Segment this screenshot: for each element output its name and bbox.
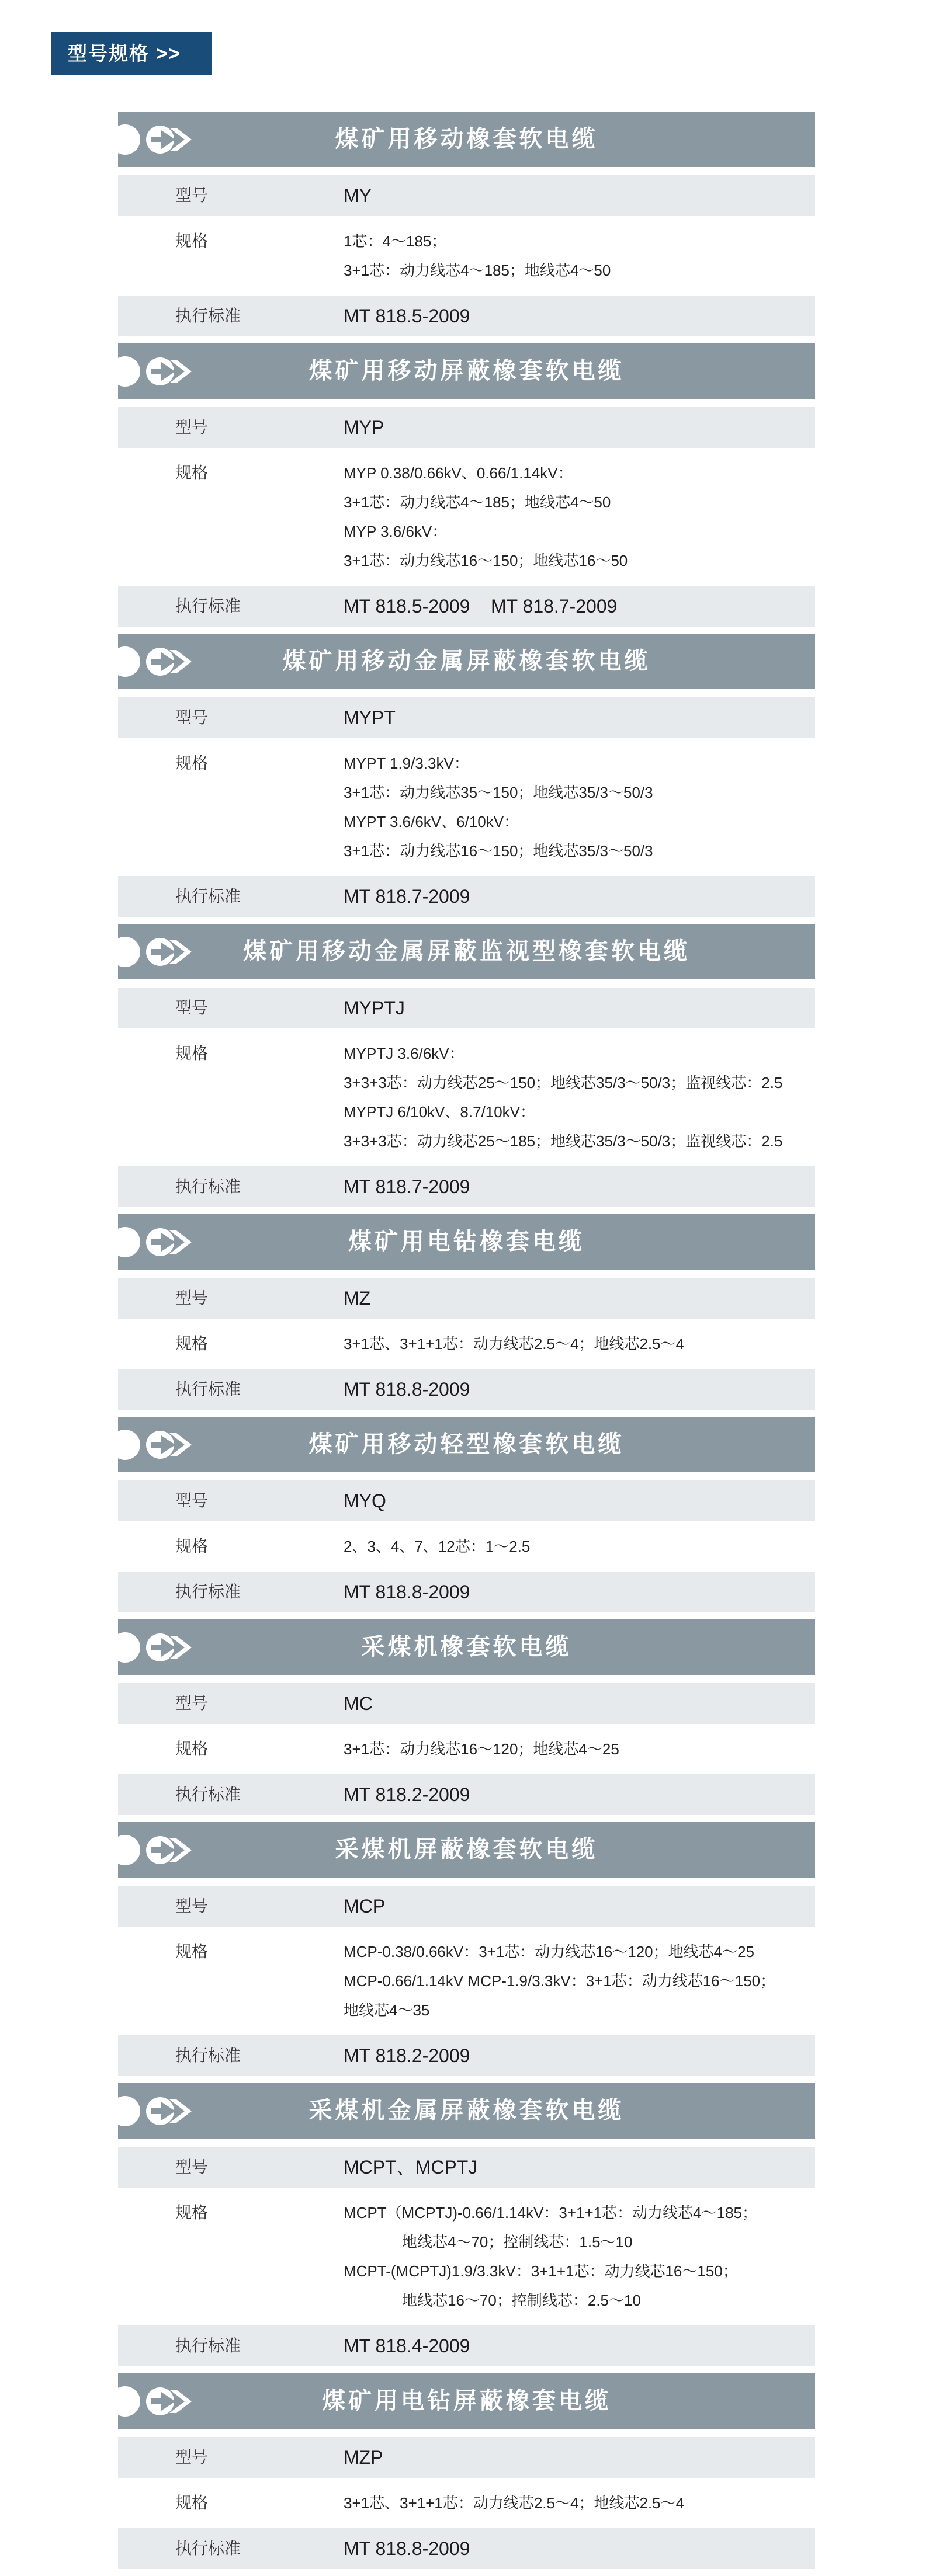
spec-row xyxy=(118,1727,815,1771)
standard-value: MT 818.5-2009 xyxy=(344,305,470,326)
spec-line: MYPTJ 6/10kV、8.7/10kV： xyxy=(344,1103,536,1121)
standard-label: 执行标准 xyxy=(175,1177,241,1195)
section-title: 煤矿用电钻屏蔽橡套电缆 xyxy=(322,2388,611,2414)
section-title: 采煤机金属屏蔽橡套软电缆 xyxy=(308,2098,625,2123)
model-value: MYQ xyxy=(344,1490,386,1511)
section-title: 煤矿用移动轻型橡套软电缆 xyxy=(308,1431,625,1457)
section-title: 采煤机橡套软电缆 xyxy=(361,1634,572,1660)
spec-line: 1芯：4～185； xyxy=(344,232,447,250)
spec-value xyxy=(344,2481,815,2525)
section-title: 煤矿用电钻橡套电缆 xyxy=(348,1229,585,1254)
standard-value: MT 818.2-2009 xyxy=(344,1784,470,1805)
spec-value xyxy=(344,220,815,292)
bullet-circle-icon xyxy=(110,2386,140,2417)
bullet-circle-icon xyxy=(110,1835,140,1865)
model-label: 型号 xyxy=(175,418,209,436)
model-value: MZ xyxy=(344,1288,371,1309)
spec-line: 地线芯4～35 xyxy=(344,2001,430,2019)
standard-row xyxy=(118,586,815,627)
bullet-circle-icon xyxy=(110,1430,140,1460)
cable-spec-section xyxy=(118,1417,815,1612)
cable-spec-section xyxy=(118,343,815,627)
spec-label: 规格 xyxy=(175,754,209,772)
spec-value xyxy=(344,1322,815,1365)
spec-value xyxy=(344,1930,815,2032)
spec-label: 规格 xyxy=(175,1740,209,1758)
model-row xyxy=(118,2437,815,2478)
spec-line: MCPT（MCPTJ)-0.66/1.14kV：3+1+1芯：动力线芯4～185； xyxy=(344,2204,757,2222)
model-row xyxy=(118,697,815,738)
cable-spec-section xyxy=(118,2373,815,2569)
spec-line: 3+3+3芯：动力线芯25～185；地线芯35/3～50/3；监视线芯：2.5 xyxy=(344,1132,783,1150)
spec-table xyxy=(118,112,815,2576)
standard-value: MT 818.7-2009 xyxy=(344,1176,470,1197)
spec-row xyxy=(118,220,815,292)
section-title: 采煤机屏蔽橡套软电缆 xyxy=(335,1837,598,1862)
cable-spec-section xyxy=(118,1822,815,2076)
spec-row xyxy=(118,1322,815,1365)
arrow-right-circle-icon xyxy=(145,1428,195,1461)
spec-line: MYPT 1.9/3.3kV： xyxy=(344,755,469,772)
model-label: 型号 xyxy=(175,1492,209,1510)
bullet-circle-icon xyxy=(110,1227,140,1257)
spec-value xyxy=(344,2191,815,2322)
spec-value xyxy=(344,1032,815,1163)
spec-label: 规格 xyxy=(175,1044,209,1062)
spec-line: MCP-0.38/0.66kV：3+1芯：动力线芯16～120；地线芯4～25 xyxy=(344,1943,754,1960)
arrow-right-circle-icon xyxy=(145,645,195,678)
section-header xyxy=(118,1619,815,1675)
model-label: 型号 xyxy=(175,1897,209,1915)
spec-label: 规格 xyxy=(175,1537,209,1555)
model-value: MY xyxy=(344,185,372,206)
standard-row xyxy=(118,2528,815,2569)
standard-value: MT 818.8-2009 xyxy=(344,1379,470,1400)
standard-label: 执行标准 xyxy=(175,597,241,615)
spec-label: 规格 xyxy=(175,232,209,250)
spec-row xyxy=(118,1930,815,2032)
model-row xyxy=(118,175,815,216)
spec-line: 3+1芯：动力线芯35～150；地线芯35/3～50/3 xyxy=(344,784,653,801)
section-title: 煤矿用移动金属屏蔽监视型橡套软电缆 xyxy=(243,938,690,964)
arrow-right-circle-icon xyxy=(145,936,195,968)
spec-value xyxy=(344,1727,815,1771)
spec-label: 规格 xyxy=(175,464,209,482)
spec-row xyxy=(118,2481,815,2525)
section-title: 煤矿用移动金属屏蔽橡套软电缆 xyxy=(282,648,651,674)
standard-row xyxy=(118,2325,815,2366)
spec-line: MCP-0.66/1.14kV MCP-1.9/3.3kV：3+1芯：动力线芯16～150； xyxy=(344,1972,776,1990)
spec-value xyxy=(344,1525,815,1568)
spec-line: 3+1芯、3+1+1芯：动力线芯2.5～4；地线芯2.5～4 xyxy=(344,1335,685,1353)
spec-line: 3+1芯：动力线芯4～185；地线芯4～50 xyxy=(344,262,611,279)
spec-value xyxy=(344,742,815,872)
model-label: 型号 xyxy=(175,1289,209,1307)
model-label: 型号 xyxy=(175,1694,209,1712)
standard-row xyxy=(118,876,815,917)
standard-label: 执行标准 xyxy=(175,2539,241,2557)
spec-line: MYPTJ 3.6/6kV： xyxy=(344,1045,464,1062)
model-value: MZP xyxy=(344,2447,383,2468)
standard-value: MT 818.8-2009 xyxy=(344,2538,470,2559)
cable-spec-section xyxy=(118,1619,815,1815)
spec-line: 3+1芯、3+1+1芯：动力线芯2.5～4；地线芯2.5～4 xyxy=(344,2494,685,2512)
standard-row xyxy=(118,1369,815,1410)
arrow-right-circle-icon xyxy=(145,123,195,156)
spec-label: 规格 xyxy=(175,1334,209,1353)
standard-row xyxy=(118,1166,815,1207)
model-row xyxy=(118,407,815,448)
model-label: 型号 xyxy=(175,186,209,204)
model-label: 型号 xyxy=(175,708,209,726)
section-header xyxy=(118,634,815,689)
standard-label: 执行标准 xyxy=(175,1785,241,1803)
cable-spec-section xyxy=(118,1214,815,1410)
arrow-right-circle-icon xyxy=(145,1226,195,1259)
bullet-circle-icon xyxy=(110,937,140,967)
spec-label: 规格 xyxy=(175,2203,209,2222)
section-header xyxy=(118,1214,815,1270)
standard-value: MT 818.8-2009 xyxy=(344,1581,470,1602)
standard-row xyxy=(118,2035,815,2076)
standard-label: 执行标准 xyxy=(175,2337,241,2355)
cable-spec-section xyxy=(118,634,815,917)
standard-label: 执行标准 xyxy=(175,2046,241,2064)
section-header xyxy=(118,2083,815,2139)
model-row xyxy=(118,2147,815,2188)
standard-row xyxy=(118,296,815,336)
model-row xyxy=(118,1278,815,1319)
section-header xyxy=(118,2373,815,2429)
model-row xyxy=(118,1480,815,1521)
standard-row xyxy=(118,1774,815,1815)
spec-row xyxy=(118,1032,815,1163)
standard-label: 执行标准 xyxy=(175,1583,241,1601)
model-label: 型号 xyxy=(175,999,209,1017)
cable-spec-section xyxy=(118,924,815,1207)
spec-row xyxy=(118,1525,815,1568)
model-row xyxy=(118,1683,815,1724)
standard-row xyxy=(118,1572,815,1612)
bullet-circle-icon xyxy=(110,1632,140,1663)
model-label: 型号 xyxy=(175,2158,209,2176)
bullet-circle-icon xyxy=(110,124,140,155)
spec-label: 规格 xyxy=(175,2494,209,2512)
section-header xyxy=(118,924,815,979)
page-title-badge: 型号规格 >> xyxy=(51,32,212,75)
section-title: 煤矿用移动橡套软电缆 xyxy=(335,126,598,152)
section-header xyxy=(118,112,815,167)
bullet-circle-icon xyxy=(110,646,140,677)
spec-label: 规格 xyxy=(175,1942,209,1960)
standard-label: 执行标准 xyxy=(175,1380,241,1398)
spec-line: MYP 0.38/0.66kV、0.66/1.14kV： xyxy=(344,464,573,482)
model-row xyxy=(118,1886,815,1927)
model-value: MCPT、MCPTJ xyxy=(344,2157,478,2178)
spec-line: 地线芯4～70；控制线芯：1.5～10 xyxy=(402,2233,633,2251)
spec-line: 地线芯16～70；控制线芯：2.5～10 xyxy=(402,2292,641,2309)
arrow-right-circle-icon xyxy=(145,1834,195,1866)
cable-spec-section xyxy=(118,2083,815,2366)
bullet-circle-icon xyxy=(110,356,140,387)
arrow-right-circle-icon xyxy=(145,2095,195,2127)
spec-row xyxy=(118,742,815,872)
spec-line: 3+1芯：动力线芯16～150；地线芯16～50 xyxy=(344,552,628,569)
spec-row xyxy=(118,451,815,582)
model-value: MYPTJ xyxy=(344,997,405,1018)
cable-spec-section xyxy=(118,112,815,336)
spec-line: 2、3、4、7、12芯：1～2.5 xyxy=(344,1538,531,1555)
standard-value: MT 818.4-2009 xyxy=(344,2335,470,2356)
spec-row xyxy=(118,2191,815,2322)
arrow-right-circle-icon xyxy=(145,355,195,388)
arrow-right-circle-icon xyxy=(145,1631,195,1664)
spec-value xyxy=(344,451,815,582)
model-row xyxy=(118,988,815,1028)
model-value: MYP xyxy=(344,417,384,438)
spec-line: MYPT 3.6/6kV、6/10kV： xyxy=(344,813,519,830)
spec-line: 3+3+3芯：动力线芯25～150；地线芯35/3～50/3；监视线芯：2.5 xyxy=(344,1074,783,1091)
spec-line: MCPT-(MCPTJ)1.9/3.3kV：3+1+1芯：动力线芯16～150； xyxy=(344,2262,738,2280)
standard-value: MT 818.7-2009 xyxy=(344,886,470,907)
standard-value: MT 818.5-2009 MT 818.7-2009 xyxy=(344,596,618,617)
model-value: MYPT xyxy=(344,707,396,728)
section-header xyxy=(118,1822,815,1878)
arrow-right-circle-icon xyxy=(145,2385,195,2418)
standard-label: 执行标准 xyxy=(175,887,241,905)
spec-line: 3+1芯：动力线芯4～185；地线芯4～50 xyxy=(344,493,611,511)
model-value: MCP xyxy=(344,1896,386,1917)
bullet-circle-icon xyxy=(110,2096,140,2126)
section-title: 煤矿用移动屏蔽橡套软电缆 xyxy=(308,358,625,384)
standard-value: MT 818.2-2009 xyxy=(344,2045,470,2066)
model-label: 型号 xyxy=(175,2448,209,2466)
model-value: MC xyxy=(344,1693,373,1714)
spec-line: 3+1芯：动力线芯16～150；地线芯35/3～50/3 xyxy=(344,842,653,860)
standard-label: 执行标准 xyxy=(175,307,241,325)
section-header xyxy=(118,1417,815,1472)
section-header xyxy=(118,343,815,399)
spec-line: MYP 3.6/6kV： xyxy=(344,523,448,540)
spec-line: 3+1芯：动力线芯16～120；地线芯4～25 xyxy=(344,1740,619,1758)
